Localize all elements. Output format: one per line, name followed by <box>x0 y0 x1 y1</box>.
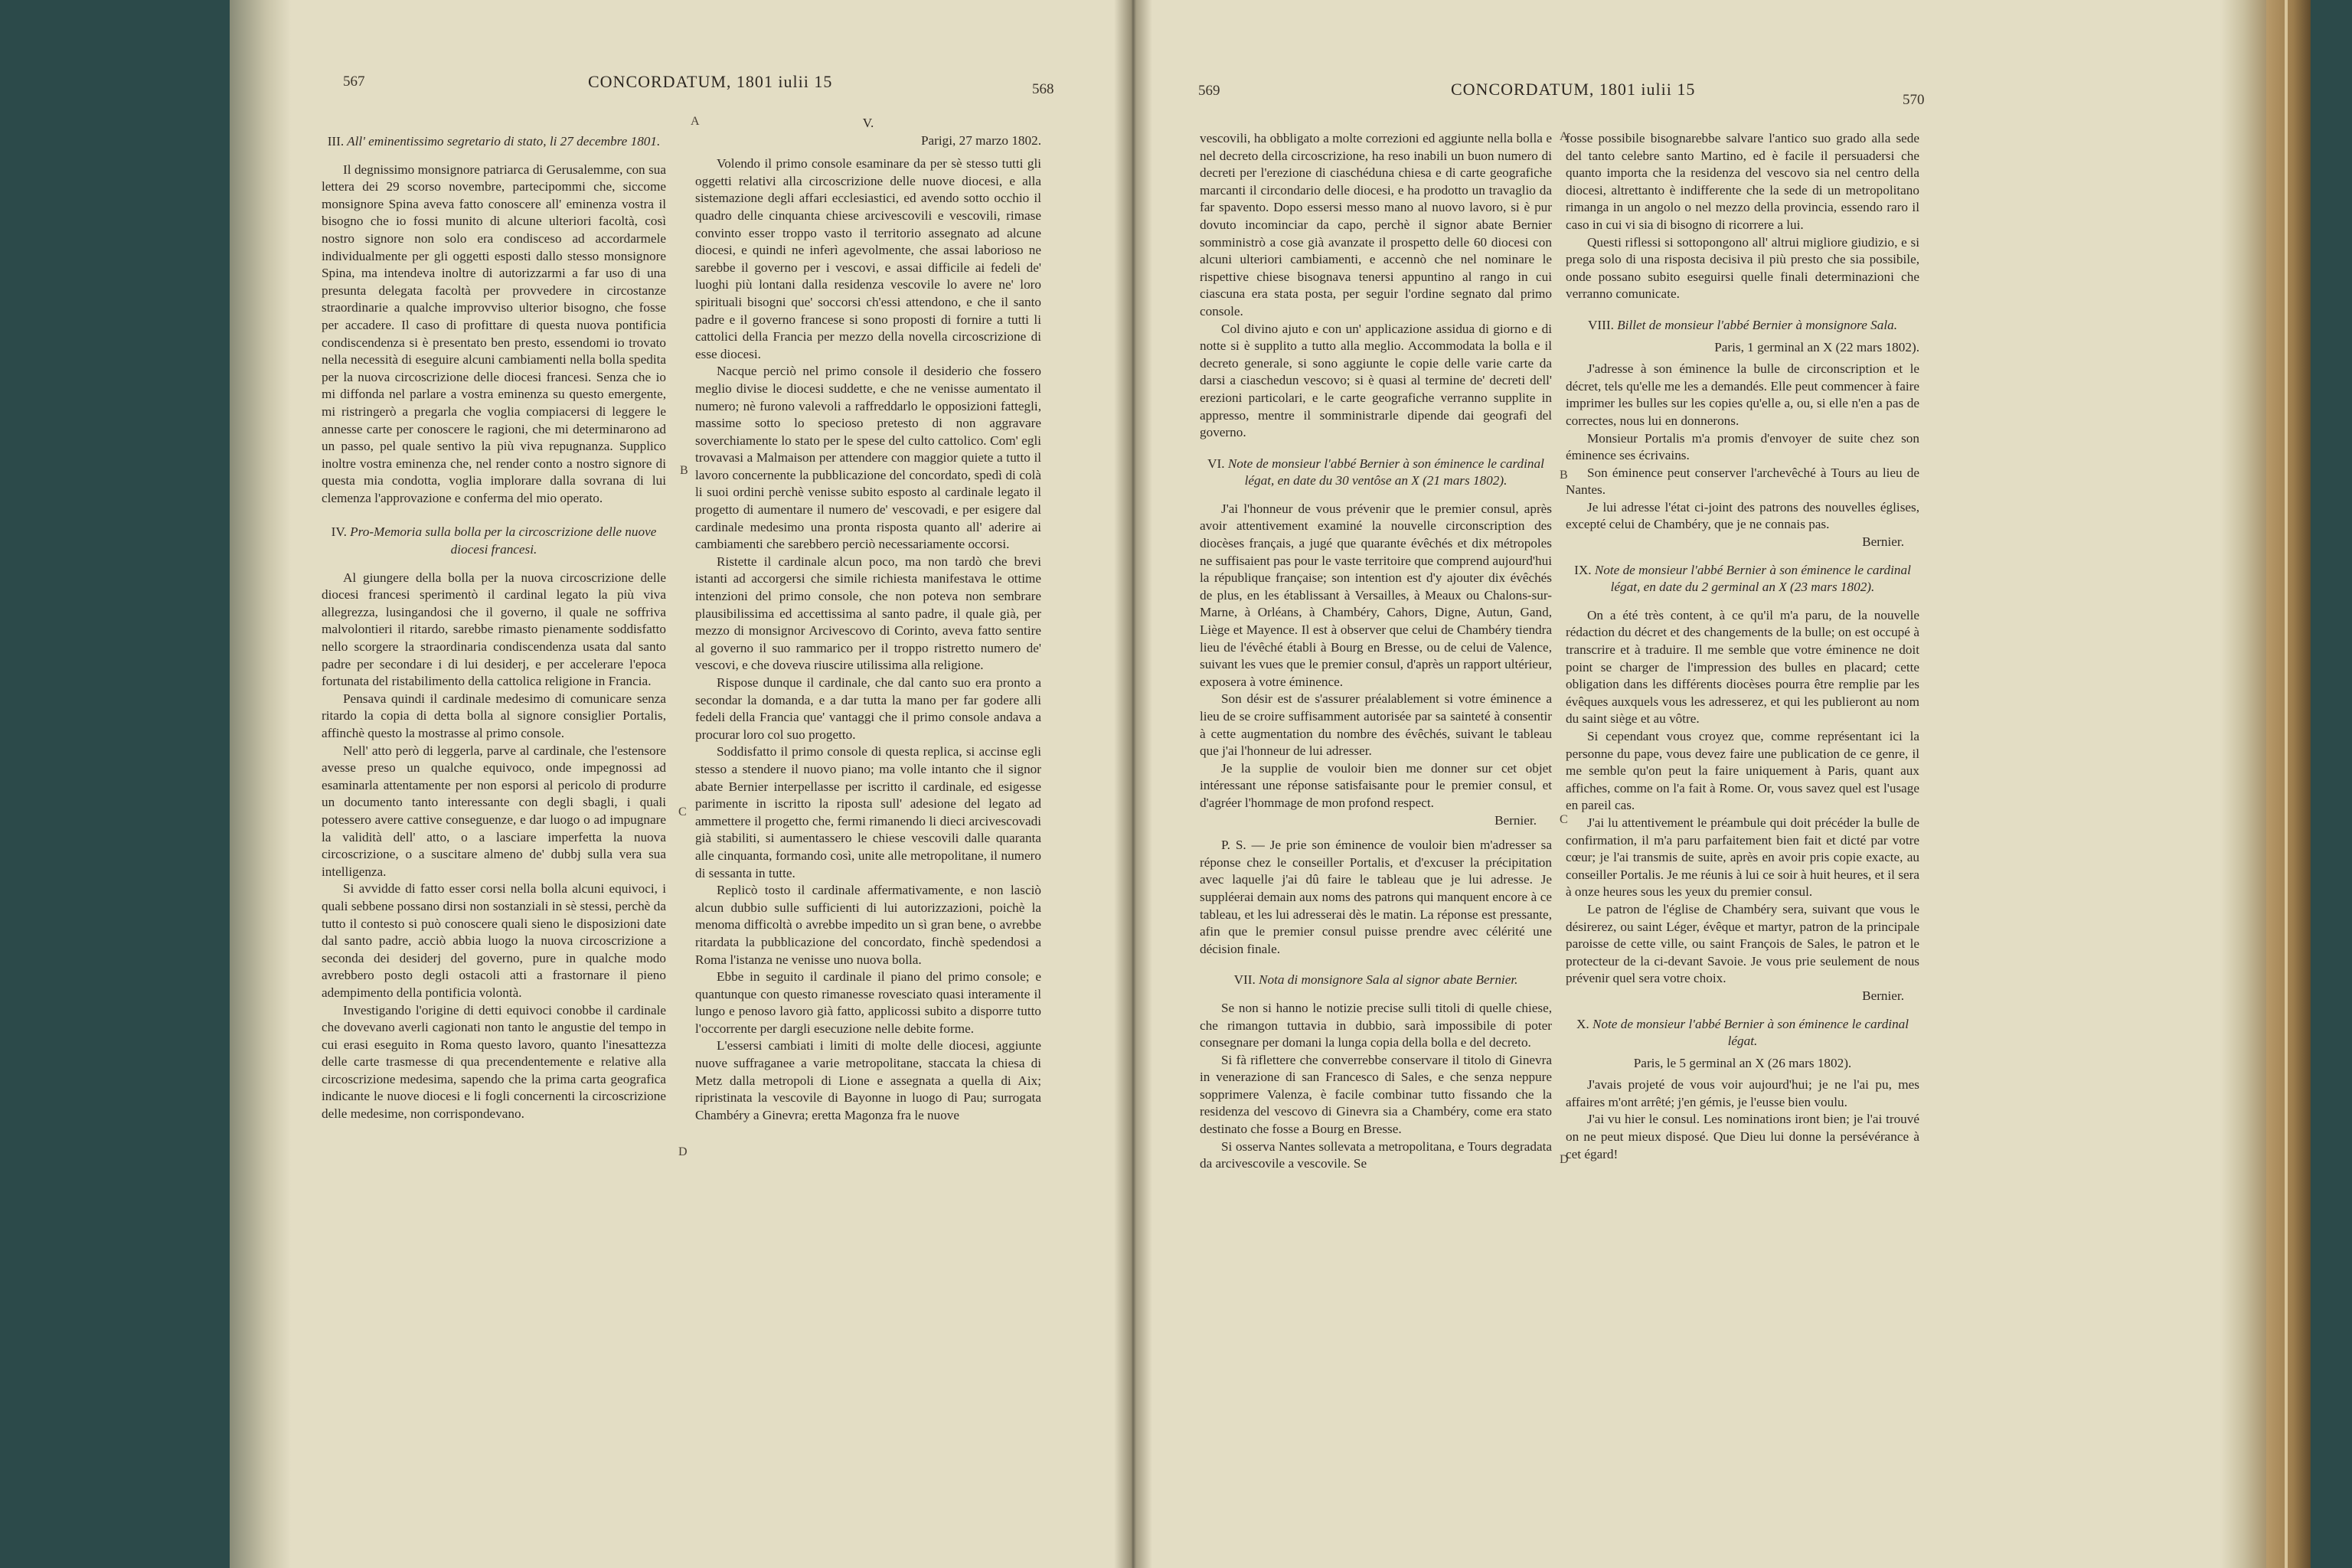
paragraph: Le patron de l'église de Chambéry sera, suivant que vous le désirerez, ou saint Léger, évêque et martyr, patron de la principale paroisse de cette ville, ou saint François de Sales, le patron et le protecteur de la ci-devant Savoie. Je vous prie seulement de nous prévenir quel sera votre choix. <box>1566 901 1919 986</box>
paragraph: Replicò tosto il cardinale affermativamente, e non lasciò alcun dubbio sulle sufficienti di lui autorizzazioni, poichè la menoma difficoltà o avrebbe impedito un sì gran bene, o avrebbe ritardata la pubblicazione del concordato, finchè spedendosi a Roma l'istanza ne venisse uno nuova bolla. <box>695 883 1041 967</box>
paragraph: Si osserva Nantes sollevata a metropolitana, e Tours degradata da arcivescovile a vescovile. Se <box>1200 1138 1552 1171</box>
section-heading: VIII. Billet de monsieur l'abbé Bernier à monsignore Sala. <box>1587 317 1898 332</box>
section-heading: VII. Nota di monsignore Sala al signor abate Bernier. <box>1233 972 1518 988</box>
paragraph: Rispose dunque il cardinale, che dal canto suo era pronto a secondar la domanda, e a dar tutta la mano per far godere alli fedeli della Francia que' vantaggi che il primo console andava a procurar loro col suo progetto. <box>695 675 1041 742</box>
paragraph: Ebbe in seguito il cardinale il piano del primo console; e quantunque con questo rimanesse rovesciato quasi interamente il lungo e penoso lavoro già fatto, applicossi subito a disporre tutto l'occorrente per dargli esecuzione nelle debite forme. <box>695 969 1041 1036</box>
running-head: CONCORDATUM, 1801 iulii 15 <box>1451 80 1696 99</box>
page-number: 569 <box>1198 83 1220 99</box>
book-gutter <box>1114 0 1152 1568</box>
margin-marker: D <box>678 1145 688 1158</box>
section-heading: III. All' eminentissimo segretario di stato, li 27 decembre 1801. <box>327 134 661 149</box>
letter-date: Parigi, 27 marzo 1802. <box>920 132 1041 148</box>
paragraph: Monsieur Portalis m'a promis d'envoyer de suite chez son éminence ses écrivains. <box>1566 430 1919 463</box>
margin-marker: B <box>680 464 688 477</box>
paragraph: Si cependant vous croyez que, comme représentant ici la personne du pape, vous devez faire une publication de ce genre, il me semble qu'on peut la faire uniquement à Paris, quant aux affiches, comme on l'a fait à Rome. Or, vous savez quel est l'usage en pareil cas. <box>1566 729 1919 813</box>
paragraph: Questi riflessi si sottopongono all' altrui migliore giudizio, e si prega solo di una risposta decisiva il più presto che sia possibile, onde possano subito eseguirsi quelle finali determinazioni che verranno comunicate. <box>1566 234 1919 302</box>
section-number: V. <box>862 116 874 130</box>
paragraph: J'ai vu hier le consul. Les nominations iront bien; je l'ai trouvé on ne peut mieux disposé. Que Dieu lui donne la persévérance à cet égard! <box>1566 1112 1919 1161</box>
section-heading: IX. Note de monsieur l'abbé Bernier à son éminence le cardinal légat, en date du 2 germinal an X (23 mars 1802). <box>1574 562 1911 595</box>
paragraph: Se non si hanno le notizie precise sulli titoli di quelle chiese, che rimangon tuttavia in dubbio, sarà impossibile di poter consegnare per domani la lunga copia della bolla e del decreto. <box>1200 1000 1552 1050</box>
paragraph: Nacque perciò nel primo console il desiderio che fossero meglio divise le diocesi suddette, e che ne venisse aumentato il numero; nè furono valevoli a raffreddarlo le opposizioni fattegli, massime sotto lo specioso pretesto di non aggravare soverchiamente lo stato per le spese del culto cattolico. Com' egli trovavasi a Malmaison per attendere con maggior quiete a tutto il lavoro concernente la pubblicazione del concordato, spedì di colà li suoi ordini perchè venisse subito esposto al cardinale legato il progetto di aumentare il numero de' vescovadi, e per esigere dal cardinale medesimo una pronta risposta quanto all' aderire ai cambiamenti che sarebbero perciò necessariamente occorsi. <box>695 364 1041 552</box>
book-cover-edge <box>2266 0 2311 1568</box>
text-column-2 <box>1566 130 1919 1163</box>
letter-date: Paris, le 5 germinal an X (26 mars 1802). <box>1633 1055 1852 1070</box>
section-heading: VI. Note de monsieur l'abbé Bernier à son éminence le cardinal légat, en date du 30 ventôse an X (21 mars 1802). <box>1207 456 1544 488</box>
letter-date: Paris, 1 germinal an X (22 mars 1802). <box>1714 339 1919 354</box>
paragraph: Al giungere della bolla per la nuova circoscrizione delle diocesi francesi sperimentò il cardinal legato la più viva allegrezza, lusingandosi che il governo, il quale ne soffriva malvolontieri il ritardo, sarebbe rimasto pienamente soddisfatto nello scorgere la straordinaria condiscendenza usata dal santo padre per secondare i di lui desiderj, e per accelerare l'epoca fortunata del ristabilimento della cattolica religione in Francia. <box>322 570 666 689</box>
running-head: CONCORDATUM, 1801 iulii 15 <box>588 72 833 91</box>
paragraph: Ristette il cardinale alcun poco, ma non tardò che brevi istanti ad accorgersi che simile richiesta manifestava le ottime intenzioni del primo console, che non poteva non sembrare plausibilissima ed accettissima al santo padre, il quale già, per mezzo di monsignor Arcivescovo di Corinto, aveva fatto sentire al governo il suo rammarico per il troppo ristretto numero de' vescovi, e che doveva riuscire utilissima alla religione. <box>695 554 1041 673</box>
paragraph: Je lui adresse l'état ci-joint des patrons des nouvelles églises, excepté celui de Chambéry, que je ne connais pas. <box>1566 499 1919 532</box>
section-heading: IV. Pro-Memoria sulla bolla per la circoscrizione delle nuove diocesi francesi. <box>331 524 657 557</box>
paragraph: Soddisfatto il primo console di questa replica, si accinse egli stesso a stendere il nuovo piano; ma volle intanto che il signor abate Bernier interpellasse per iscritto il cardinale, ed esigesse parimente in iscritto la riposta sull' adesione del legato ad ammettere il progetto che, fermi rimanendo li dieci arcivescovadi già stabiliti, si aumentassero le chiese vescovili dalle quaranta alle cinquanta, formando così, unite alle metropolitane, il numero di sessanta in tutte. <box>695 744 1041 880</box>
page-number: 570 <box>1903 92 1925 108</box>
signature: Bernier. <box>1862 534 1904 550</box>
paragraph: vescovili, ha obbligato a molte correzioni ed aggiunte nella bolla e nel decreto della circoscrizione, ha reso inabili un buon numero di decreti per l'erezione di ciaschéduna chiesa e di carte geografiche marcanti il circondario delle diocesi, e ha prodotto un travaglio da far spavento. Dopo essersi messo mano al nuovo lavoro, si è pur dovuto incominciar da capo, perchè il signor abate Bernier somministrò a cose già avanzate il prospetto delle 60 diocesi con alcuni ulteriori cambiamenti, e accennò che nel nominare le rispettive chiese bisognava tenersi appuntino al rango in cui ciascuna era stata posta, per seguir l'ordine segnato dal primo console. <box>1200 131 1552 318</box>
paragraph: Je la supplie de vouloir bien me donner sur cet objet intéressant une réponse satisfaisante pour le premier consul, et d'agréer l'hommage de mon profond respect. <box>1200 760 1552 810</box>
paragraph: Si fà riflettere che converrebbe conservare il titolo di Ginevra in venerazione di san Francesco di Sales, e che senza neppure sopprimere Valenza, è facile combinar tutto fissando che la residenza del vescovo di Ginevra sia a Chambéry, come era stato destinato che fosse a Bourg en Bresse. <box>1200 1052 1552 1137</box>
paragraph: Son désir est de s'assurer préalablement si votre éminence a lieu de se croire suffisamment autorisée par sa sainteté à consentir à cette augmentation du nombre des évêchés, suivant le tableau que j'ai l'honneur de lui adresser. <box>1200 691 1552 759</box>
paragraph: Son éminence peut conserver l'archevêché à Tours au lieu de Nantes. <box>1566 465 1919 498</box>
paragraph: Nell' atto però di leggerla, parve al cardinale, che l'estensore avesse preso un qualche equivoco, onde impegnossi ad esaminarla attentamente per non esporsi al pericolo di produrre un documento tanto interessante con degli sbagli, i quali potessero avere cattive conseguenze, e dar luogo o ad impugnare la validità dell' atto, o a lasciare imperfetta la nuova circoscrizione, o a suscitare almeno de' dubbj sulla vera sua intelligenza. <box>322 743 666 879</box>
paragraph: Il degnissimo monsignore patriarca di Gerusalemme, con sua lettera dei 29 scorso novembre, partecipommi che, siccome monsignore Spina aveva fatto conoscere all' eminenza vostra il bisogno che io fossi munito di alcune ulteriori facoltà, così nostro signore non solo era condisceso ad accordarmele individualmente per gli oggetti esposti dallo stesso monsignore Spina, ma intendeva inoltre di autorizzarmi a far uso di una presunta delegata facoltà per provvedere in circostanze straordinarie a qualche improvviso ulterior bisogno, che fosse per accadere. Il caso di profittare di questa nuova pontificia condiscendenza si è presentato ben presto, essendomi io trovato nella necessità di eseguire alcuni cambiamenti nella bolla spedita per la nuova circoscrizione delle diocesi francesi. Senza che io mi diffonda nel parlare a vostra eminenza su questo emergente, mi ristringerò a pregarla che voglia compiacersi di leggere le annesse carte per conoscere le ragioni, che mi determinarono ad un passo, pel quale sentivo la più viva repugnanza. Supplico inoltre vostra eminenza che, nel render conto a nostro signore di questa mia condotta, voglia implorare dalla sovrana di lui clemenza l'approvazione e conferma del mio operato. <box>322 162 666 505</box>
right-page <box>1152 0 2224 1568</box>
paragraph: Investigando l'origine di detti equivoci conobbe il cardinale che dovevano averli cagionati non tanto le angustie del tempo in cui erasi eseguito in Roma questo lavoro, quanto l'inesattezza delle carte trasmesse di qua precendentemente e relative alla circoscrizione medesima, sapendo che la prima carta geografica indicante le nuove diocesi e li fogli concernenti la circoscrizione delle medesime, non corrispondevano. <box>322 1002 666 1122</box>
margin-marker: D <box>1560 1153 1569 1166</box>
signature: Bernier. <box>1494 812 1537 828</box>
paragraph: Si avvidde di fatto esser corsi nella bolla alcuni equivoci, i quali sebbene possano dirsi non sostanziali in sè stessi, perchè da tutto il contesto si può conoscere quali sieno le disposizioni date dal santo padre, acciò abbia luogo la nuova circoscrizione a seconda dei desiderj del governo, pure in qualche modo avrebbero posto degli ostacoli atti a frastornare il pieno adempimento della pontificia volontà. <box>322 881 666 1000</box>
paragraph: J'adresse à son éminence la bulle de circonscription et le décret, tels qu'elle me les a demandés. Elle peut commencer à faire imprimer les bulles sur les copies qu'elle a, ou, si elle n'en a pas de correctes, nous lui en donnerons. <box>1566 361 1919 428</box>
paragraph: Col divino ajuto e con un' applicazione assidua di giorno e di notte si è supplito a tutto alla meglio. Accommodata la bolla e il decreto generale, si sono aggiunte le copie delle varie carte da darsi a ciaschedun vescovo; si è quasi al termine de' decreti dell' erezioni particolari, e le carte geografiche verranno supplite in appresso, mentre il somministrarle dipende dai geografi del governo. <box>1200 321 1552 440</box>
page-edge-right <box>2220 0 2266 1568</box>
section-heading: X. Note de monsieur l'abbé Bernier à son éminence le cardinal légat. <box>1576 1016 1909 1049</box>
left-page <box>291 0 1114 1568</box>
margin-marker: C <box>1560 813 1568 826</box>
paragraph: J'ai lu attentivement le préambule qui doit précéder la bulle de confirmation, il m'a paru parfaitement bien fait et dicté par votre cœur; je l'ai transmis de suite, après en avoir pris copie exacte, au conseiller Portalis. Je me réunis à lui ce soir à huit heures, et il sera à onze heures sous les yeux du premier consul. <box>1566 815 1919 900</box>
paragraph: Pensava quindi il cardinale medesimo di comunicare senza ritardo la copia di detta bolla al signore consiglier Portalis, affinchè questo la mostrasse al primo console. <box>322 691 666 740</box>
page-number: 567 <box>343 74 365 90</box>
paragraph: P. S. — Je prie son éminence de vouloir bien m'adresser sa réponse chez le conseiller Portalis, et d'excuser la précipitation avec laquelle j'ai dû faire le tableau que je lui adresse. Je suppléerai demain aux noms des patrons qui manquent encore à ce tableau, et les lui adresserai dès le matin. La réponse est pressante, afin que le premier consul puisse prendre avec célérité une décision finale. <box>1200 838 1552 956</box>
paragraph: L'essersi cambiati i limiti di molte delle diocesi, aggiunte nuove suffraganee a varie metropolitane, staccata la chiesa di Metz dalla metropoli di Lione e assegnata a quella di Aix; ripristinata la vescovile di Bayonne in luogo di Pau; surrogata Chambéry a Ginevra; eretta Magonza fra le nuove <box>695 1038 1041 1122</box>
paragraph: J'avais projeté de vous voir aujourd'hui; je ne l'ai pu, mes affaires m'ont arrêté; j'en gémis, je l'eusse bien voulu. <box>1566 1077 1919 1109</box>
margin-marker: C <box>678 805 687 818</box>
signature: Bernier. <box>1862 988 1904 1003</box>
margin-marker: A <box>691 115 700 128</box>
paragraph: fosse possibile bisognarebbe salvare l'antico suo grado alla sede del tanto celebre santo Martino, ed è facile il persuadersi che quanto importa che la residenza del vescovo sia nel centro della diocesi, altrettanto è indifferente che la sede di un metropolitano rimanga in un angolo o nel mezzo della provincia, essendo raro il caso in cui vi sia di bisogno di ricorrere a lui. <box>1566 131 1919 232</box>
text-column-1 <box>322 130 666 1123</box>
page-number: 568 <box>1032 81 1054 97</box>
text-column-1 <box>1200 130 1552 1173</box>
paragraph: J'ai l'honneur de vous prévenir que le premier consul, après avoir attentivement examiné la nouvelle circonscription des diocèses français, a jugé que quarante évêchés et dix métropoles ne suffisaient pas pour le vaste territoire que comprend aujourd'hui la république française; son intention est d'y ajouter dix évêchés de plus, en les établissant à Versailles, à Meaux ou Chalons-sur-Marne, à Orléans, à Chambéry, Cahors, Digne, Autun, Gand, Liège et Mayence. Il est à observer que celui de Chambéry tiendra lieu de l'évêché établi à Bourg en Bresse, ou de celui de Valence, suivant les vues que le premier consul, d'après un rapport ultérieur, exposera à votre éminence. <box>1200 501 1552 689</box>
margin-marker: B <box>1560 469 1568 482</box>
paragraph: Volendo il primo console esaminare da per sè stesso tutti gli oggetti relativi alla circoscrizione delle nuove diocesi, e alla sistemazione degli affari ecclesiastici, ed avendo sotto occhio il quadro delle cinquanta chiese arcivescovili e vescovili, rimase convinto esser troppo vasto il territorio assegnato ad alcune diocesi, e quindi ne inferì agevolmente, che assai laborioso ne sarebbe il governo per i vescovi, e assai difficile ai fedeli de' luoghi più lontani dalla residenza vescovile lo avere ne' loro spirituali bisogni que' soccorsi ch'essi attendono, e che il santo padre e il governo francese si sono proposti di fornire a tutti li cattolici della Francia per mezzo della novella circoscrizione di esse diocesi. <box>695 156 1041 361</box>
margin-marker: A <box>1560 130 1569 143</box>
page-edge-left <box>230 0 291 1568</box>
paragraph: On a été très content, à ce qu'il m'a paru, de la nouvelle rédaction du décret et des changements de la bulle; on est occupé à transcrire et à traduire. Il me semble que votre éminence ne doit point se charger de l'impression des bulles en placard; cette obligation dans les différents diocèses pourra être remplie par les évêques auxquels vous les adresserez, et qui les publieront au nom du saint siège et au vôtre. <box>1566 607 1919 727</box>
text-column-2 <box>695 115 1041 1124</box>
